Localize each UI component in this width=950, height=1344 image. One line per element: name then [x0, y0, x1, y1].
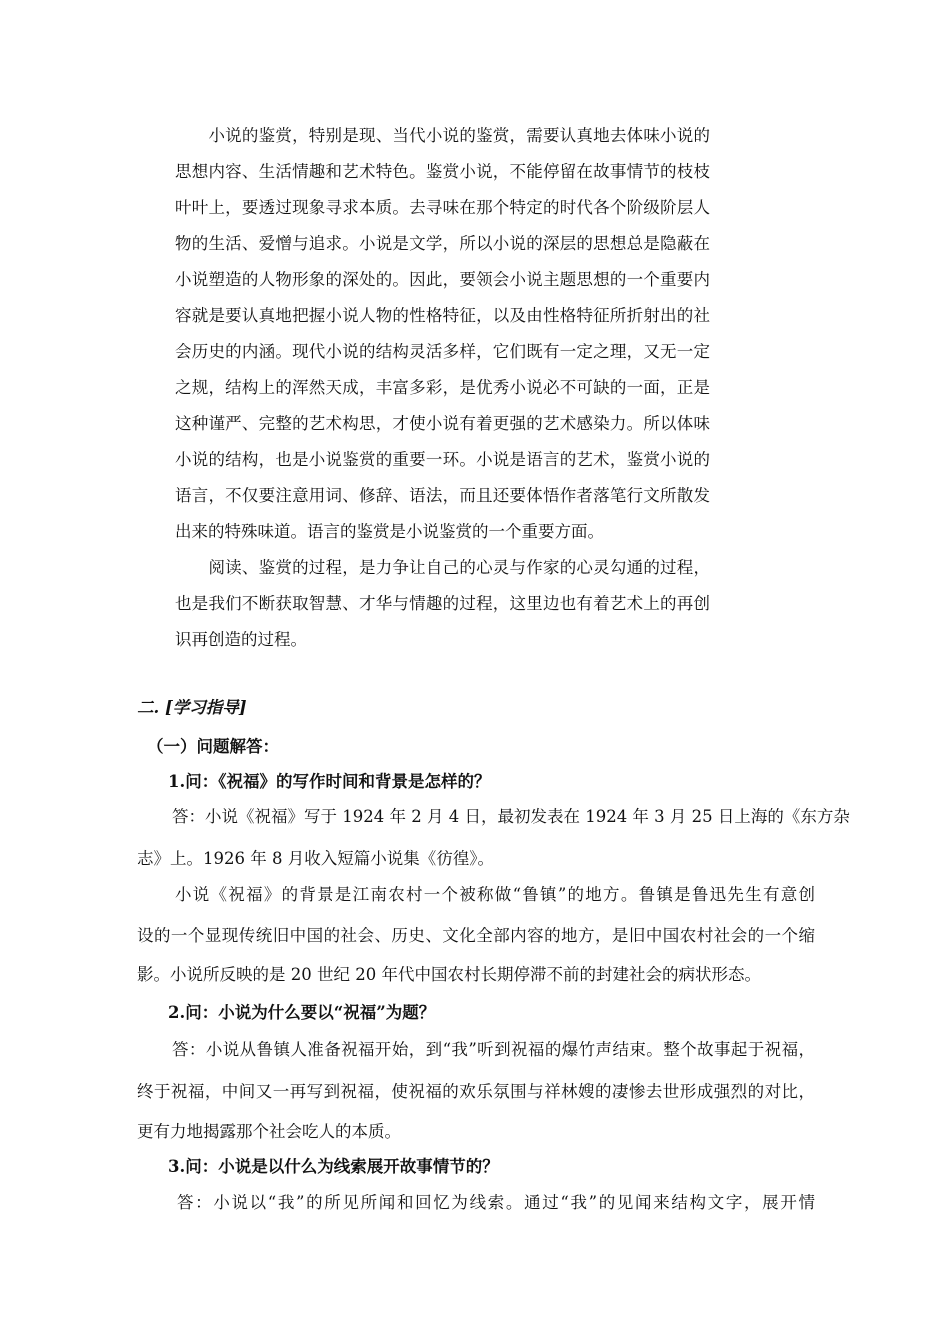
text-line: 物的生活、爱憎与追求。小说是文学，所以小说的深层的思想总是隐蔽在: [175, 234, 710, 253]
text-line: 之规，结构上的浑然天成，丰富多彩，是优秀小说必不可缺的一面，正是: [175, 378, 710, 397]
answer-line: 小说《祝福》的背景是江南农村一个被称做“鲁镇”的地方。鲁镇是鲁迅先生有意创: [175, 885, 815, 904]
subsection-heading: （一）问题解答：: [147, 737, 279, 756]
answer-line: 更有力地揭露那个社会吃人的本质。: [137, 1122, 401, 1141]
text-line: 语言，不仅要注意用词、修辞、语法，而且还要体悟作者落笔行文所散发: [175, 486, 710, 505]
section-heading: 二. [学习指导]: [137, 698, 247, 717]
text-line: 出来的特殊味道。语言的鉴赏是小说鉴赏的一个重要方面。: [175, 522, 604, 541]
question-3: 3.问：小说是以什么为线索展开故事情节的？: [168, 1157, 499, 1176]
answer-line: 答：小说以“我”的所见所闻和回忆为线索。通过“我”的见闻来结构文字，展开情: [177, 1193, 815, 1212]
text-line: 会历史的内涵。现代小说的结构灵活多样，它们既有一定之理，又无一定: [175, 342, 710, 361]
answer-line: 志》上。1926 年 8 月收入短篇小说集《彷徨》。: [137, 849, 494, 868]
answer-line: 答：小说《祝福》写于 1924 年 2 月 4 日，最初发表在 1924 年 3 月 25 日上海的《东方杂: [172, 807, 850, 826]
text-line: 这种谨严、完整的艺术构思，才使小说有着更强的艺术感染力。所以体味: [175, 414, 710, 433]
text-line: 小说的鉴赏，特别是现、当代小说的鉴赏，需要认真地去体味小说的: [175, 126, 710, 145]
text-line: 思想内容、生活情趣和艺术特色。鉴赏小说，不能停留在故事情节的枝枝: [175, 162, 710, 181]
answer-line: 影。小说所反映的是 20 世纪 20 年代中国农村长期停滞不前的封建社会的病状形态。: [137, 965, 761, 984]
text-line: 叶叶上，要透过现象寻求本质。去寻味在那个特定的时代各个阶级阶层人: [175, 198, 710, 217]
answer-line: 终于祝福，中间又一再写到祝福，使祝福的欢乐氛围与祥林嫂的凄惨去世形成强烈的对比，: [137, 1082, 815, 1101]
text-line: 也是我们不断获取智慧、才华与情趣的过程，这里边也有着艺术上的再创: [175, 594, 710, 613]
text-line: 容就是要认真地把握小说人物的性格特征，以及由性格特征所折射出的社: [175, 306, 710, 325]
answer-line: 答：小说从鲁镇人准备祝福开始，到“我”听到祝福的爆竹声结束。整个故事起于祝福，: [172, 1040, 815, 1059]
answer-line: 设的一个显现传统旧中国的社会、历史、文化全部内容的地方，是旧中国农村社会的一个缩: [137, 926, 815, 945]
text-line: 识再创造的过程。: [175, 630, 307, 649]
text-line: 阅读、鉴赏的过程，是力争让自己的心灵与作家的心灵勾通的过程，: [175, 558, 710, 577]
text-line: 小说塑造的人物形象的深处的。因此，要领会小说主题思想的一个重要内: [175, 270, 710, 289]
question-2: 2.问：小说为什么要以“祝福”为题？: [168, 1003, 436, 1022]
question-1: 1.问：《祝福》的写作时间和背景是怎样的？: [168, 772, 491, 791]
text-line: 小说的结构，也是小说鉴赏的重要一环。小说是语言的艺术，鉴赏小说的: [175, 450, 710, 469]
